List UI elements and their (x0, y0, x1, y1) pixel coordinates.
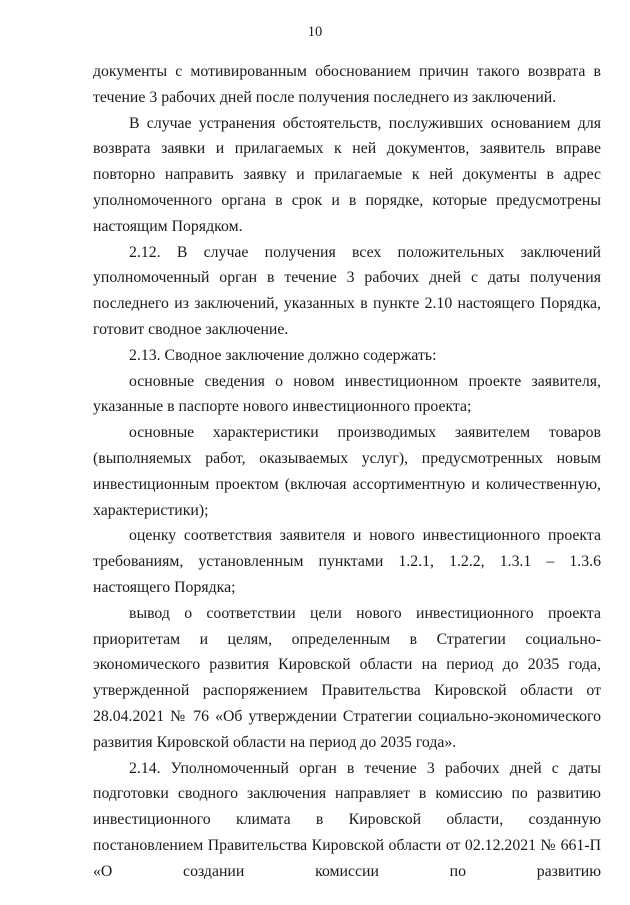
paragraph-compliance-assessment: оценку соответствия заявителя и нового инвестиционного проекта требованиям, установленным пунктами 1.2.1, 1.2.2, 1.3.1 – 1.3.6 настоящего Порядка; (93, 527, 601, 596)
paragraph-2-12: 2.12. В случае получения всех положительных заключений уполномоченный орган в течение 3 рабочих дней с даты получения последнего из заключений, указанных в пункте 2.10 настоящего Порядка, готовит сводное заключение. (93, 243, 601, 338)
paragraph-2-14: 2.14. Уполномоченный орган в течение 3 рабочих дней с даты подготовки сводного заключения направляет в комиссию по развитию инвестиционного климата в Кировской области, созданную постановлением Правительства Кировской области от 02.12.2021 № 661-П «О создании комиссии по развитию (93, 759, 601, 880)
document-body (93, 59, 601, 885)
page-number: 10 (307, 24, 323, 40)
paragraph-2-13: 2.13. Сводное заключение должно содержать: (129, 346, 437, 364)
paragraph-characteristics: основные характеристики производимых заявителем товаров (выполняемых работ, оказываемых услуг), предусмотренных новым инвестиционным проектом (включая ассортиментную и количественную, характеристики); (93, 424, 601, 519)
paragraph-return-documents: документы с мотивированным обоснованием причин такого возврата в течение 3 рабочих дней после получения последнего из заключений. (93, 63, 601, 106)
paragraph-resubmission: В случае устранения обстоятельств, послуживших основанием для возврата заявки и прилагаемых к ней документов, заявитель вправе повторно направить заявку и прилагаемые к ней документы в адрес уполномоченного органа в срок и в порядке, которые предусмотрены настоящим Порядком. (93, 114, 601, 235)
paragraph-strategy-conclusion: вывод о соответствии цели нового инвестиционного проекта приоритетам и целям, определенным в Стратегии социально-экономического развития Кировской области на период до 2035 года, утвержденной распоряжением Правительства Кировской области от 28.04.2021 № 76 «Об утверждении Стратегии социально-экономического развития Кировской области на период до 2035 года». (93, 604, 601, 751)
paragraph-basic-info: основные сведения о новом инвестиционном проекте заявителя, указанные в паспорте нового инвестиционного проекта; (93, 372, 601, 416)
